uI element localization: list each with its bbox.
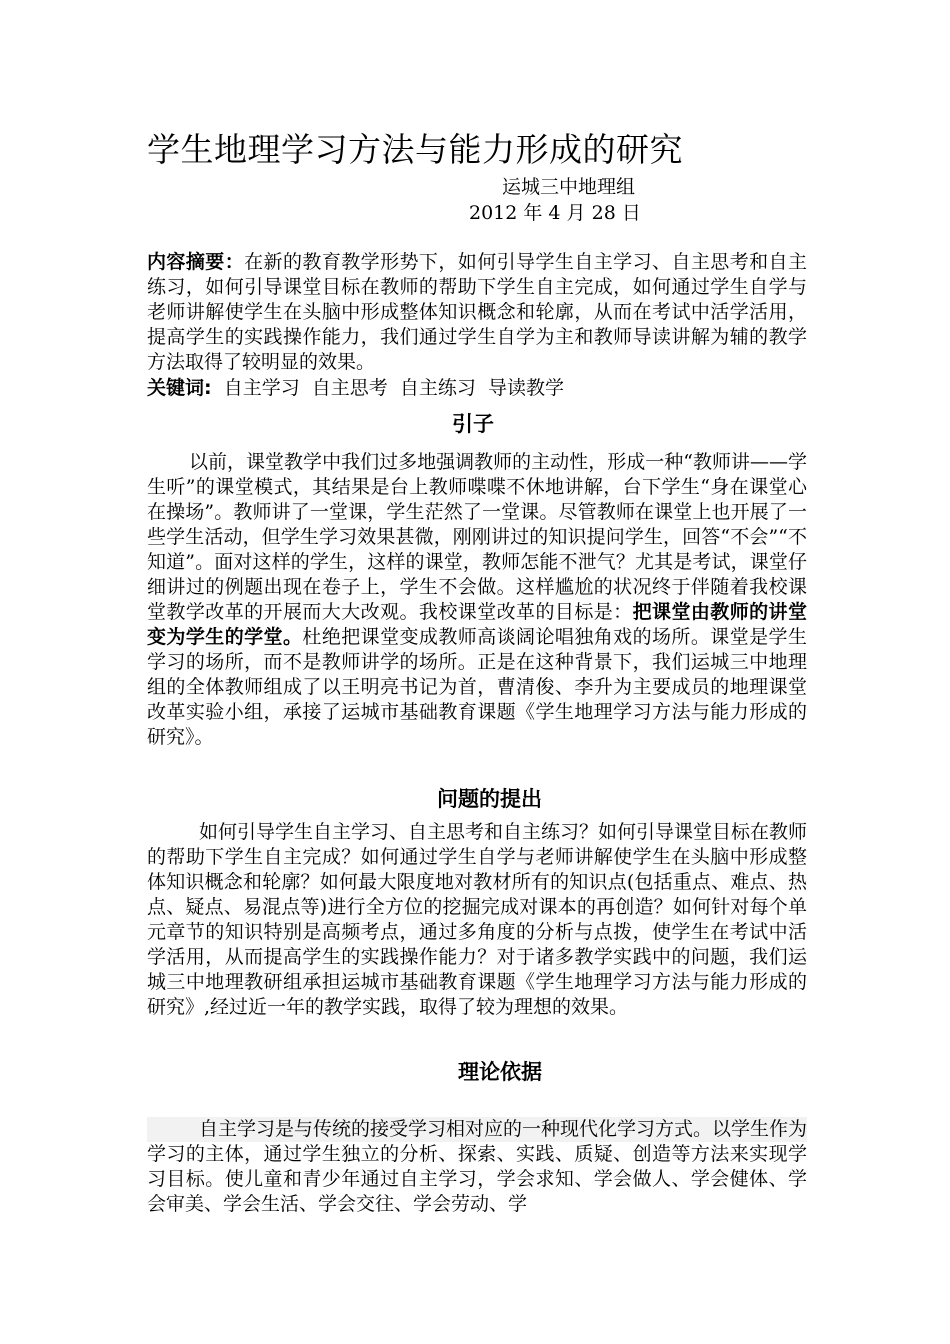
keywords-line [147, 376, 564, 401]
abstract-paragraph [147, 250, 807, 375]
keywords-text [212, 377, 564, 399]
section-heading-theory: 理论依据 [458, 1060, 542, 1084]
intro-text-before: 以前，课堂教学中我们过多地强调教师的主动性，形成一种“教师讲——学生听”的课堂模式，其结果是台上教师喋喋不休地讲解，台下学生“身在课堂心在操场”。教师讲了一堂课，学生茫然了一堂课。尽管教师在课堂上也开展了一些学生活动，但学生学习效果甚微，刚刚讲过的知识提问学生，回答“不会”“不知道”。面对这样的学生，这样的课堂，教师怎能不泄气？尤其是考试，课堂仔细讲过的例题出现在卷子上，学生不会做。这样尴尬的状况终于伴随着我校课堂教学改革的开展而大大改观。我校课堂改革的目标是： [147, 451, 807, 623]
section-heading-intro: 引子 [452, 412, 494, 436]
intro-text-after: 杜绝把课堂变成教师高谈阔论唱独角戏的场所。课堂是学生学习的场所，而不是教师讲学的场所。正是在这种背景下，我们运城三中地理组的全体教师组成了以王明亮书记为首，曹清俊、李升为主要成员的地理课堂改革实验小组，承接了运城市基础教育课题《学生地理学习方法与能力形成的研究》。 [147, 626, 807, 748]
abstract-text: 在新的教育教学形势下，如何引导学生自主学习、自主思考和自主练习，如何引导课堂目标在教师的帮助下学生自主完成，如何通过学生自学与老师讲解使学生在头脑中形成整体知识概念和轮廓，从而在考试中活学活用，提高学生的实践操作能力，我们通过学生自学为主和教师导读讲解为辅的教学方法取得了较明显的效果。 [147, 251, 807, 373]
keywords-values: 自主学习 自主思考 自主练习 导读教学 [223, 377, 564, 399]
section-heading-problem: 问题的提出 [437, 787, 542, 811]
keywords-label: 关键词: [147, 377, 212, 399]
problem-paragraph: 如何引导学生自主学习、自主思考和自主练习？如何引导课堂目标在教师的帮助下学生自主完成？如何通过学生自学与老师讲解使学生在头脑中形成整体知识概念和轮廓？如何最大限度地对教材所有的知识点(包括重点、难点、热点、疑点、易混点等)进行全方位的挖掘完成对课本的再创造？如何针对每个单元章节的知识特别是高频考点，通过多角度的分析与点拨，使学生在考试中活学活用，从而提高学生的实践操作能力？对于诸多教学实践中的问题，我们运城三中地理教研组承担运城市基础教育课题《学生地理学习方法与能力形成的研究》,经过近一年的教学实践，取得了较为理想的效果。 [147, 821, 808, 1018]
intro-emphasis: 把课堂由教师的讲堂变为学生的学堂。 [147, 601, 807, 648]
abstract-label: 内容摘要： [147, 251, 245, 273]
document-date: 2012 年 4 月 28 日 [469, 202, 641, 224]
document-author: 运城三中地理组 [502, 176, 636, 198]
document-title: 学生地理学习方法与能力形成的研究 [147, 130, 683, 169]
intro-paragraph [147, 450, 807, 750]
theory-paragraph: 自主学习是与传统的接受学习相对应的一种现代化学习方式。以学生作为学习的主体，通过学生独立的分析、探索、实践、质疑、创造等方法来实现学习目标。使儿童和青少年通过自主学习，学会求知、学会做人、学会健体、学会审美、学会生活、学会交往、学会劳动、学 [147, 1118, 808, 1215]
